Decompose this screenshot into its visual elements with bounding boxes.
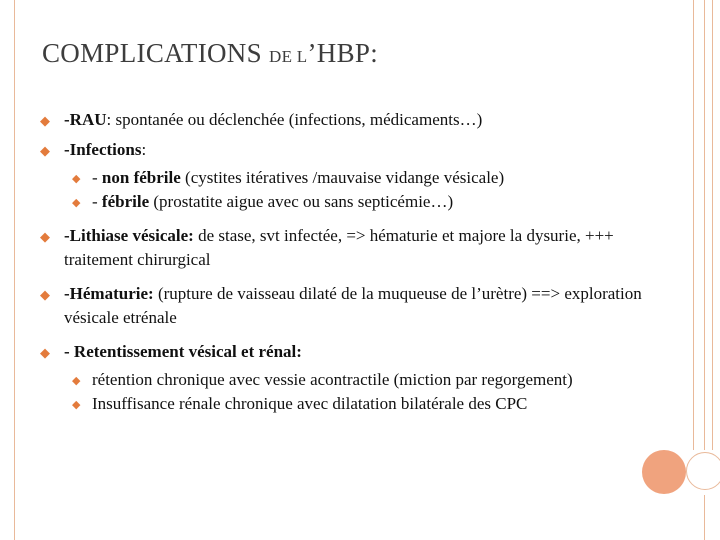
diamond-bullet-icon: ◆ (72, 375, 81, 387)
sub-text: (cystites itératives /mauvaise vidange vésicale) (180, 168, 505, 187)
list-item-infections (40, 138, 660, 162)
item-bold: -Infections (64, 140, 142, 159)
slide-content (40, 108, 660, 416)
decorative-orange-circle (642, 450, 686, 494)
title-small: DE L (269, 47, 308, 66)
list-item-hematurie (40, 282, 660, 330)
sub-prefix: - (92, 168, 102, 187)
frame-left-line (14, 0, 15, 540)
sub-item-retention (40, 368, 660, 392)
diamond-bullet-icon: ◆ (72, 399, 81, 411)
title-end: ’HBP: (307, 38, 379, 68)
list-item-retentissement (40, 340, 660, 364)
diamond-bullet-icon: ◆ (40, 287, 50, 302)
sub-text: rétention chronique avec vessie acontractile (miction par regorgement) (92, 370, 573, 389)
frame-right-line-c (712, 0, 713, 450)
item-bold: -RAU (64, 110, 107, 129)
frame-right-line-a (693, 0, 694, 450)
sub-item-insuffisance (40, 392, 660, 416)
sub-item-febrile (40, 190, 660, 214)
frame-right-line-b (704, 0, 705, 450)
item-text: de stase, svt infectée, => hématurie et majore la dysurie, +++ traitement chirurgical (64, 226, 614, 269)
diamond-bullet-icon: ◆ (72, 173, 81, 185)
list-item-rau (40, 108, 660, 132)
sub-bold: non fébrile (101, 168, 181, 187)
frame-right-line-bottom (704, 495, 705, 540)
item-text: : (141, 140, 147, 159)
list-item-lithiase (40, 224, 660, 272)
diamond-bullet-icon: ◆ (40, 143, 50, 158)
title-main: COMPLICATIONS (42, 38, 262, 68)
sub-text: (prostatite aigue avec ou sans septicémie…) (149, 192, 454, 211)
item-bold: -Lithiase vésicale: (64, 226, 194, 245)
item-bold: -Hématurie: (64, 284, 154, 303)
diamond-bullet-icon: ◆ (40, 229, 50, 244)
decorative-ring-circle (686, 452, 720, 490)
item-text: : spontanée ou déclenchée (infections, médicaments…) (106, 110, 483, 129)
diamond-bullet-icon: ◆ (40, 345, 50, 360)
sub-prefix: - (92, 192, 102, 211)
slide-title (42, 38, 378, 69)
sub-text: Insuffisance rénale chronique avec dilatation bilatérale des CPC (92, 394, 528, 413)
item-text: (rupture de vaisseau dilaté de la muqueuse de l’urètre) ==> exploration vésicale etrénale (64, 284, 642, 327)
sub-item-non-febrile (40, 166, 660, 190)
diamond-bullet-icon: ◆ (40, 113, 50, 128)
diamond-bullet-icon: ◆ (72, 197, 81, 209)
sub-bold: fébrile (101, 192, 150, 211)
item-bold: - Retentissement vésical et rénal: (64, 342, 302, 361)
